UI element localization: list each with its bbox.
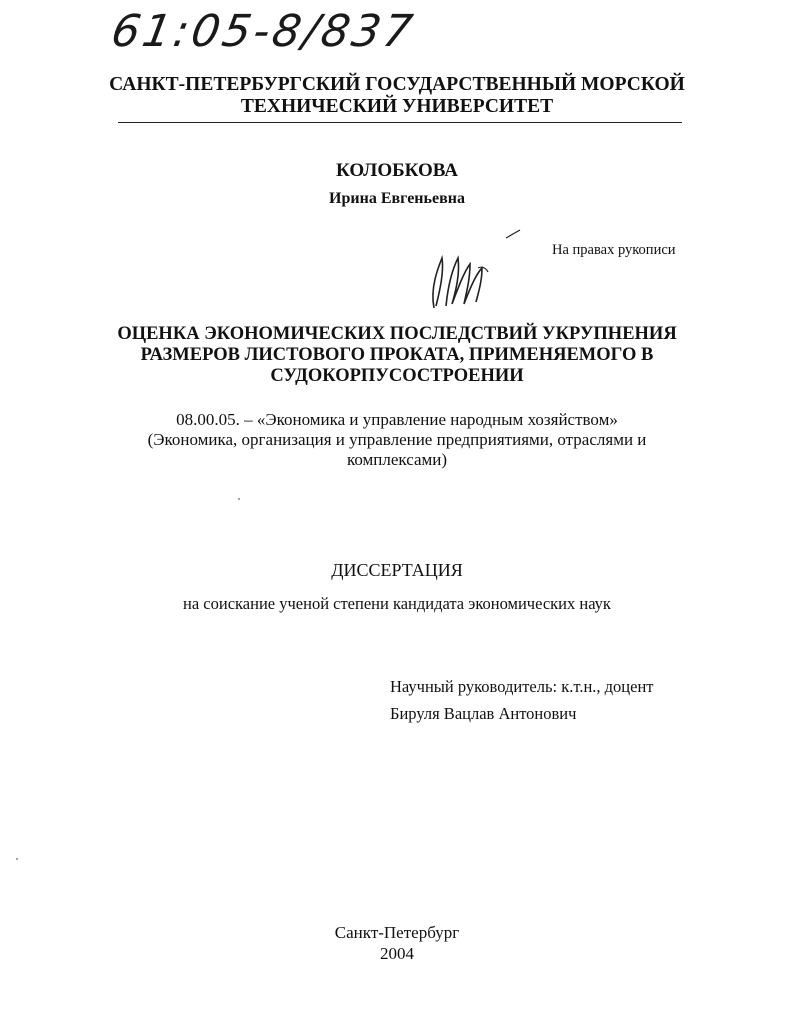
scan-speck xyxy=(238,498,240,500)
place: Санкт-Петербург xyxy=(334,923,460,942)
supervisor-name: Бируля Вацлав Антонович xyxy=(390,704,577,723)
supervisor-label: Научный руководитель: к.т.н., доцент xyxy=(390,677,654,696)
university-line-1: САНКТ-ПЕТЕРБУРГСКИЙ ГОСУДАРСТВЕННЫЙ МОРСКОЙ xyxy=(109,74,685,95)
manuscript-rights-note: На правах рукописи xyxy=(552,242,676,258)
scan-speck xyxy=(16,858,18,860)
archive-code-handwritten: 61:05-8/837 xyxy=(107,6,419,57)
specialty-block xyxy=(0,410,794,470)
header-divider xyxy=(118,122,682,123)
title-line-3: СУДОКОРПУСОСТРОЕНИИ xyxy=(270,366,524,386)
author-surname: КОЛОБКОВА xyxy=(336,160,458,181)
place-and-year xyxy=(0,922,794,964)
document-type: ДИССЕРТАЦИЯ xyxy=(331,560,463,580)
year: 2004 xyxy=(380,944,414,963)
degree-statement: на соискание ученой степени кандидата экономических наук xyxy=(183,594,611,613)
supervisor-block xyxy=(390,673,654,727)
university-line-2: ТЕХНИЧЕСКИЙ УНИВЕРСИТЕТ xyxy=(240,96,554,117)
specialty-line-1: 08.00.05. – «Экономика и управление народным хозяйством» xyxy=(176,410,618,429)
signature-mark xyxy=(416,228,526,318)
specialty-line-3: комплексами) xyxy=(346,450,448,469)
dissertation-title xyxy=(0,324,794,387)
specialty-line-2: (Экономика, организация и управление предприятиями, отраслями и xyxy=(147,430,647,449)
author-given-names: Ирина Евгеньевна xyxy=(329,190,465,207)
university-name xyxy=(0,74,794,118)
title-line-2: РАЗМЕРОВ ЛИСТОВОГО ПРОКАТА, ПРИМЕНЯЕМОГО В xyxy=(140,345,654,365)
title-line-1: ОЦЕНКА ЭКОНОМИЧЕСКИХ ПОСЛЕДСТВИЙ УКРУПНЕНИЯ xyxy=(117,324,677,344)
